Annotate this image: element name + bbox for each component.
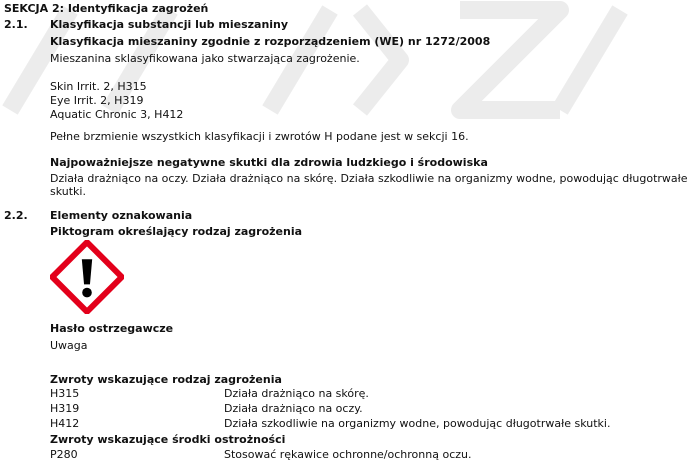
section-2-1-heading: Klasyfikacja substancji lub mieszaniny: [50, 18, 289, 31]
classification-item: Skin Irrit. 2, H315: [50, 80, 147, 93]
classified-text: Mieszanina sklasyfikowana jako stwarzająca zagrożenie.: [50, 52, 360, 65]
classification-item: Eye Irrit. 2, H319: [50, 94, 144, 107]
hazard-code: H315: [50, 387, 80, 400]
section-title: SEKCJA 2: Identyfikacja zagrożeń: [4, 2, 209, 15]
section-2-2-number: 2.2.: [4, 209, 28, 222]
full-text-note: Pełne brzmienie wszystkich klasyfikacji i zwrotów H podane jest w sekcji 16.: [50, 130, 469, 143]
hazard-text: Działa szkodliwie na organizmy wodne, powodując długotrwałe skutki.: [224, 417, 611, 430]
hazard-code: H319: [50, 402, 80, 415]
regulation-heading: Klasyfikacja mieszaniny zgodnie z rozporządzeniem (WE) nr 1272/2008: [50, 35, 491, 48]
hazard-code: H412: [50, 417, 80, 430]
section-2-2-heading: Elementy oznakowania: [50, 209, 193, 222]
hazard-text: Działa drażniąco na skórę.: [224, 387, 369, 400]
classification-item: Aquatic Chronic 3, H412: [50, 108, 184, 121]
effects-heading: Najpoważniejsze negatywne skutki dla zdrowia ludzkiego i środowiska: [50, 156, 488, 169]
effects-text-line-2: skutki.: [50, 185, 86, 198]
hazard-text: Działa drażniąco na oczy.: [224, 402, 363, 415]
signal-word: Uwaga: [50, 339, 88, 352]
exclamation-mark-hazard-icon: [50, 240, 124, 314]
hazard-statements-heading: Zwroty wskazujące rodzaj zagrożenia: [50, 373, 282, 386]
pictogram-heading: Piktogram określający rodzaj zagrożenia: [50, 225, 303, 238]
precaution-code: P280: [50, 448, 78, 461]
signal-word-heading: Hasło ostrzegawcze: [50, 322, 174, 335]
precautionary-statements-heading: Zwroty wskazujące środki ostrożności: [50, 433, 286, 446]
effects-text-line-1: Działa drażniąco na oczy. Działa drażniąco na skórę. Działa szkodliwie na organizmy wodne, powodując długotrwałe: [50, 172, 688, 185]
precaution-text: Stosować rękawice ochronne/ochronną oczu.: [224, 448, 472, 461]
section-2-1-number: 2.1.: [4, 18, 28, 31]
